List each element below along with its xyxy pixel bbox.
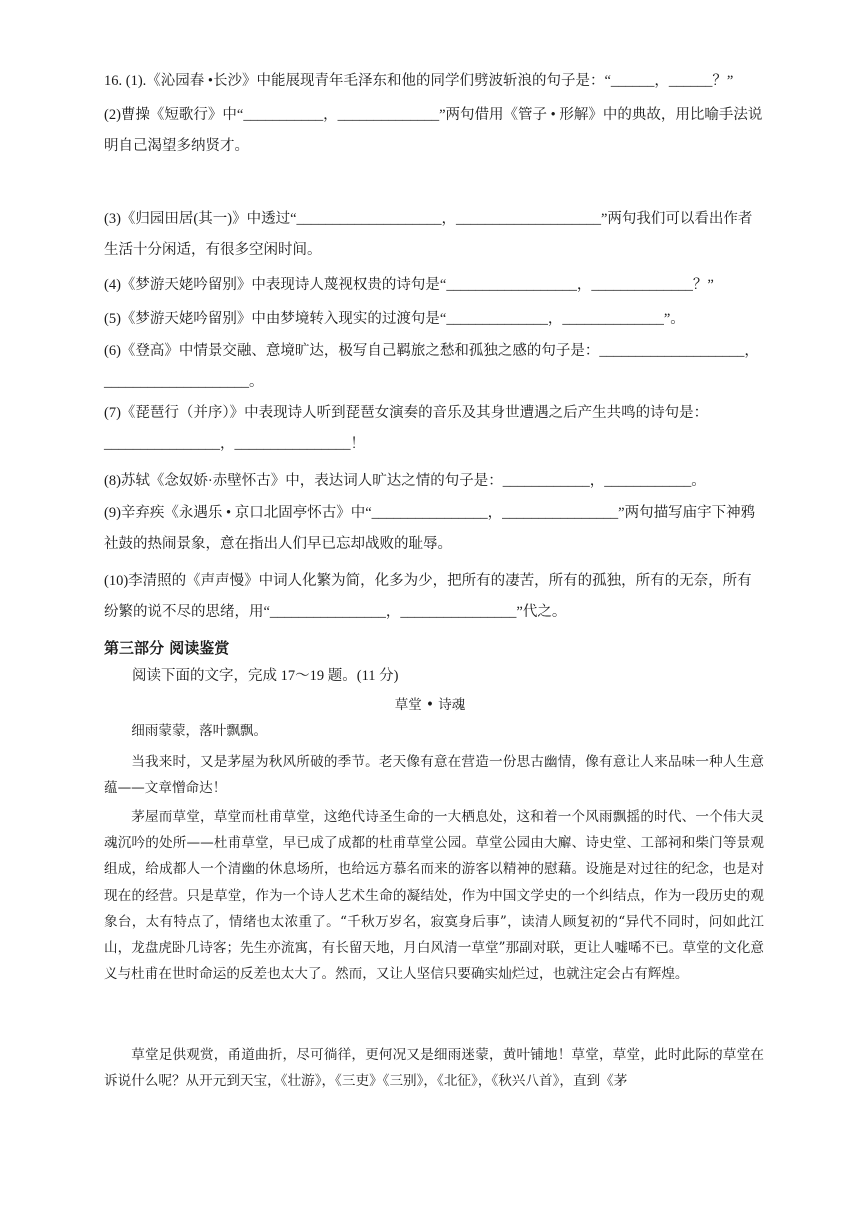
- essay-paragraph-3: 茅屋而草堂，草堂而杜甫草堂，这绝代诗圣生命的一大栖息处，这和着一个风雨飘摇的时代、一个伟大灵魂沉吟的处所——杜甫草堂，早已成了成都的杜甫草堂公园。草堂公园由大廨、诗史堂、工部祠和柴门等景观组成，给成都人一个清幽的休息场所，也给远方慕名而来的游客以精神的慰藉。设施是对过往的纪念，也是对现在的经营。只是草堂，作为一个诗人艺术生命的凝结处，作为中国文学史的一个纠结点，作为一段历史的观象台，太有特点了，情绪也太浓重了。“千秋万岁名，寂寞身后事”，读清人顾复初的“异代不同时，问如此江山，龙盘虎卧几诗客；先生亦流寓，有长留天地，月白风清一草堂”那副对联，更让人嘘唏不已。草堂的文化意义与杜甫在世时命运的反差也太大了。然而，又让人坚信只要确实灿烂过，也就注定会占有辉煌。: [104, 809, 764, 983]
- question-16-6: (6)《登高》中情景交融、意境旷达，极写自己羁旅之愁和孤独之感的句子是：____________________，____________________。: [104, 343, 759, 390]
- question-16-4: (4)《梦游天姥吟留别》中表现诗人蔑视权贵的诗句是“__________________，______________？”: [104, 277, 714, 293]
- section-heading: 第三部分 阅读鉴赏: [104, 639, 230, 657]
- question-16-10: (10)李清照的《声声慢》中词人化繁为简，化多为少，把所有的凄苦，所有的孤独，所有的无奈，所有纷繁的说不尽的思绪，用“________________，________________”代之。: [104, 573, 752, 620]
- essay-paragraph-1: 细雨蒙蒙，落叶飘飘。: [131, 723, 268, 739]
- question-16-3: (3)《归园田居(其一)》中透过“____________________，____________________”两句我们可以看出作者生活十分闲适，有很多空闲时间。: [104, 211, 753, 258]
- essay-paragraph-2: 当我来时，又是茅屋为秋风所破的季节。老天像有意在营造一份思古幽情，像有意让人来品味一种人生意蕴——文章憎命达！: [104, 754, 764, 797]
- reading-instructions: 阅读下面的文字，完成 17～19 题。(11 分): [132, 668, 399, 684]
- question-16-7: (7)《琵琶行（并序）》中表现诗人听到琵琶女演奏的音乐及其身世遭遇之后产生共鸣的诗句是：________________，________________！: [104, 405, 709, 452]
- question-16-1: 16. (1).《沁园春 •长沙》中能展现青年毛泽东和他的同学们劈波斩浪的句子是：“______，______？”: [104, 73, 734, 89]
- essay-title: 草堂 • 诗魂: [394, 697, 466, 713]
- question-16-8: (8)苏轼《念奴娇·赤壁怀古》中，表达词人旷达之情的句子是：____________，____________。: [104, 473, 706, 489]
- question-16-2: (2)曹操《短歌行》中“___________，______________”两句借用《管子 • 形解》中的典故，用比喻手法说明自己渴望多纳贤才。: [104, 107, 763, 154]
- question-16-9: (9)辛弃疾《永遇乐 • 京口北固亭怀古》中“________________，________________”两句描写庙宇下神鸦社鼓的热闹景象，意在指出人们早已忘却战败的耻辱。: [104, 505, 756, 552]
- essay-paragraph-4: 草堂足供观赏，甬道曲折，尽可徜徉，更何况又是细雨迷蒙，黄叶铺地！草堂，草堂，此时此际的草堂在诉说什么呢？从开元到天宝，《壮游》，《三吏》《三别》，《北征》，《秋兴八首》，直到《茅: [104, 1047, 764, 1090]
- question-16-5: (5)《梦游天姥吟留别》中由梦境转入现实的过渡句是“______________，______________”。: [104, 311, 685, 327]
